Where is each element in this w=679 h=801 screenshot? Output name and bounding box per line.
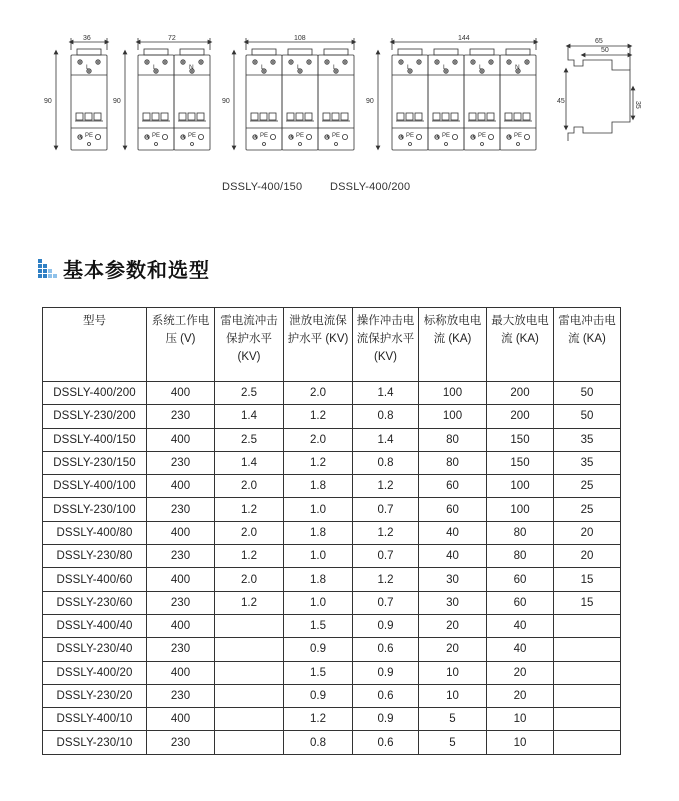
- caption-model-2: DSSLY-400/200: [330, 181, 411, 193]
- header-voltage: 系统工作电压 (V): [147, 308, 215, 382]
- height-dim-label-1: 90: [44, 98, 52, 105]
- side-view-drawing: [566, 46, 633, 141]
- cell-max-discharge: 150: [487, 451, 554, 474]
- cell-lightning-impulse: [554, 731, 621, 754]
- cell-nominal-discharge: 5: [419, 731, 487, 754]
- cell-max-discharge: 10: [487, 708, 554, 731]
- cell-discharge-protection: 0.9: [284, 684, 353, 707]
- header-lightning-protection: 雷电流冲击保护水平 (KV): [215, 308, 284, 382]
- cell-switching-protection: 0.8: [353, 405, 419, 428]
- earth-label-4-3: PE: [514, 133, 523, 139]
- cell-lightning-impulse: [554, 614, 621, 637]
- cell-discharge-protection: 0.8: [284, 731, 353, 754]
- terminal-label-3-2: L: [333, 64, 337, 71]
- cell-lightning-protection: 1.4: [215, 405, 284, 428]
- cell-lightning-impulse: 20: [554, 521, 621, 544]
- table-row: [43, 521, 621, 544]
- cell-switching-protection: 1.4: [353, 382, 419, 405]
- cell-model: DSSLY-400/10: [43, 708, 147, 731]
- cell-lightning-impulse: [554, 708, 621, 731]
- cell-max-discharge: 60: [487, 568, 554, 591]
- earth-label-3-0: PE: [260, 133, 269, 139]
- cell-voltage: 400: [147, 661, 215, 684]
- cell-switching-protection: 0.7: [353, 498, 419, 521]
- cell-max-discharge: 200: [487, 382, 554, 405]
- module-drawing-1: [56, 38, 107, 150]
- cell-lightning-impulse: 35: [554, 451, 621, 474]
- cell-nominal-discharge: 30: [419, 568, 487, 591]
- cell-voltage: 230: [147, 451, 215, 474]
- cell-model: DSSLY-400/200: [43, 382, 147, 405]
- cell-voltage: 400: [147, 382, 215, 405]
- terminal-label-2-0: L: [153, 64, 157, 71]
- cell-discharge-protection: 1.0: [284, 545, 353, 568]
- table-row: [43, 475, 621, 498]
- cell-nominal-discharge: 10: [419, 661, 487, 684]
- section-title: 基本参数和选型: [63, 257, 210, 282]
- cell-max-discharge: 100: [487, 498, 554, 521]
- cell-model: DSSLY-230/150: [43, 451, 147, 474]
- cell-switching-protection: 0.7: [353, 591, 419, 614]
- module-drawing-4: [378, 38, 536, 150]
- cell-voltage: 230: [147, 545, 215, 568]
- table-header-row: [43, 308, 621, 382]
- cell-max-discharge: 100: [487, 475, 554, 498]
- width-dim-label-2: 72: [168, 35, 176, 42]
- cell-nominal-discharge: 20: [419, 638, 487, 661]
- cell-max-discharge: 20: [487, 661, 554, 684]
- cell-lightning-impulse: 25: [554, 475, 621, 498]
- cell-lightning-protection: [215, 638, 284, 661]
- side-width-label: 65: [595, 38, 603, 45]
- cell-nominal-discharge: 40: [419, 545, 487, 568]
- header-max-discharge: 最大放电电流 (KA): [487, 308, 554, 382]
- cell-nominal-discharge: 60: [419, 475, 487, 498]
- cell-nominal-discharge: 20: [419, 614, 487, 637]
- dimension-drawings: [0, 0, 679, 200]
- table-row: [43, 614, 621, 637]
- cell-max-discharge: 150: [487, 428, 554, 451]
- earth-label-4-0: PE: [406, 133, 415, 139]
- table-row: [43, 684, 621, 707]
- cell-voltage: 400: [147, 428, 215, 451]
- terminal-label-4-2: L: [479, 64, 483, 71]
- cell-lightning-protection: 2.5: [215, 428, 284, 451]
- earth-label-2-0: PE: [152, 133, 161, 139]
- table-row: [43, 382, 621, 405]
- cell-lightning-impulse: 20: [554, 545, 621, 568]
- cell-nominal-discharge: 100: [419, 405, 487, 428]
- cell-voltage: 230: [147, 638, 215, 661]
- cell-voltage: 400: [147, 568, 215, 591]
- table-row: [43, 731, 621, 754]
- cell-lightning-protection: [215, 614, 284, 637]
- earth-label-4-1: PE: [442, 133, 451, 139]
- cell-voltage: 230: [147, 591, 215, 614]
- cell-model: DSSLY-400/40: [43, 614, 147, 637]
- cell-model: DSSLY-230/60: [43, 591, 147, 614]
- table-row: [43, 545, 621, 568]
- cell-discharge-protection: 1.8: [284, 568, 353, 591]
- cell-nominal-discharge: 40: [419, 521, 487, 544]
- side-h2-label: 35: [634, 101, 641, 109]
- cell-lightning-protection: 2.0: [215, 475, 284, 498]
- cell-discharge-protection: 1.0: [284, 498, 353, 521]
- cell-lightning-impulse: 15: [554, 591, 621, 614]
- cell-discharge-protection: 1.5: [284, 614, 353, 637]
- earth-label-3-2: PE: [332, 133, 341, 139]
- cell-lightning-protection: 2.0: [215, 521, 284, 544]
- cell-model: DSSLY-230/200: [43, 405, 147, 428]
- terminal-label-4-1: L: [443, 64, 447, 71]
- table-row: [43, 591, 621, 614]
- cell-max-discharge: 40: [487, 638, 554, 661]
- terminal-label-2-1: N: [189, 64, 194, 71]
- cell-lightning-protection: 2.0: [215, 568, 284, 591]
- drawings-svg: [0, 0, 679, 200]
- cell-discharge-protection: 1.8: [284, 475, 353, 498]
- terminal-label-4-0: L: [407, 64, 411, 71]
- earth-label-3-1: PE: [296, 133, 305, 139]
- cell-model: DSSLY-230/20: [43, 684, 147, 707]
- cell-lightning-impulse: [554, 638, 621, 661]
- table-row: [43, 638, 621, 661]
- cell-nominal-discharge: 80: [419, 451, 487, 474]
- width-dim-label-3: 108: [294, 35, 306, 42]
- cell-lightning-protection: [215, 661, 284, 684]
- cell-max-discharge: 10: [487, 731, 554, 754]
- cell-switching-protection: 0.6: [353, 731, 419, 754]
- cell-voltage: 400: [147, 521, 215, 544]
- cell-switching-protection: 0.6: [353, 638, 419, 661]
- cell-model: DSSLY-400/100: [43, 475, 147, 498]
- cell-lightning-impulse: 50: [554, 405, 621, 428]
- side-h1-label: 45: [557, 98, 565, 105]
- cell-nominal-discharge: 30: [419, 591, 487, 614]
- cell-discharge-protection: 1.2: [284, 451, 353, 474]
- cell-switching-protection: 0.8: [353, 451, 419, 474]
- cell-switching-protection: 0.9: [353, 661, 419, 684]
- cell-switching-protection: 1.4: [353, 428, 419, 451]
- section-header: [38, 255, 210, 281]
- cell-max-discharge: 200: [487, 405, 554, 428]
- cell-max-discharge: 80: [487, 545, 554, 568]
- width-dim-label-1: 36: [83, 35, 91, 42]
- earth-label-1-0: PE: [85, 133, 94, 139]
- header-lightning-impulse: 雷电冲击电流 (KA): [554, 308, 621, 382]
- cell-voltage: 230: [147, 684, 215, 707]
- cell-discharge-protection: 2.0: [284, 428, 353, 451]
- blue-squares-icon: [38, 259, 57, 278]
- cell-discharge-protection: 1.2: [284, 405, 353, 428]
- table-row: [43, 708, 621, 731]
- cell-model: DSSLY-230/40: [43, 638, 147, 661]
- caption-model-1: DSSLY-400/150: [222, 181, 303, 193]
- terminal-label-4-3: N: [515, 64, 520, 71]
- header-switching-protection: 操作冲击电流保护水平 (KV): [353, 308, 419, 382]
- height-dim-label-3: 90: [222, 98, 230, 105]
- cell-lightning-protection: 2.5: [215, 382, 284, 405]
- height-dim-label-4: 90: [366, 98, 374, 105]
- cell-discharge-protection: 0.9: [284, 638, 353, 661]
- cell-switching-protection: 0.9: [353, 614, 419, 637]
- cell-switching-protection: 0.9: [353, 708, 419, 731]
- cell-model: DSSLY-400/150: [43, 428, 147, 451]
- cell-voltage: 400: [147, 614, 215, 637]
- parameter-table: [42, 307, 621, 755]
- terminal-label-3-0: L: [261, 64, 265, 71]
- side-inner-label: 50: [601, 47, 609, 54]
- cell-nominal-discharge: 10: [419, 684, 487, 707]
- cell-lightning-protection: [215, 731, 284, 754]
- header-discharge-protection: 泄放电流保护水平 (KV): [284, 308, 353, 382]
- module-drawing-2: [125, 38, 210, 150]
- cell-model: DSSLY-400/20: [43, 661, 147, 684]
- table-row: [43, 661, 621, 684]
- cell-switching-protection: 1.2: [353, 475, 419, 498]
- earth-label-4-2: PE: [478, 133, 487, 139]
- cell-lightning-impulse: 35: [554, 428, 621, 451]
- cell-discharge-protection: 1.8: [284, 521, 353, 544]
- cell-nominal-discharge: 80: [419, 428, 487, 451]
- terminal-label-1-0: L: [86, 64, 90, 71]
- cell-model: DSSLY-400/60: [43, 568, 147, 591]
- cell-nominal-discharge: 5: [419, 708, 487, 731]
- cell-switching-protection: 1.2: [353, 521, 419, 544]
- cell-max-discharge: 80: [487, 521, 554, 544]
- cell-model: DSSLY-230/10: [43, 731, 147, 754]
- header-model: 型号: [43, 308, 147, 382]
- terminal-label-3-1: L: [297, 64, 301, 71]
- cell-max-discharge: 40: [487, 614, 554, 637]
- cell-max-discharge: 60: [487, 591, 554, 614]
- height-dim-label-2: 90: [113, 98, 121, 105]
- width-dim-label-4: 144: [458, 35, 470, 42]
- cell-lightning-protection: 1.2: [215, 498, 284, 521]
- table-row: [43, 428, 621, 451]
- cell-lightning-protection: 1.4: [215, 451, 284, 474]
- cell-lightning-impulse: 25: [554, 498, 621, 521]
- cell-discharge-protection: 1.5: [284, 661, 353, 684]
- cell-max-discharge: 20: [487, 684, 554, 707]
- cell-nominal-discharge: 100: [419, 382, 487, 405]
- cell-discharge-protection: 1.2: [284, 708, 353, 731]
- cell-discharge-protection: 2.0: [284, 382, 353, 405]
- cell-voltage: 230: [147, 405, 215, 428]
- header-nominal-discharge: 标称放电电流 (KA): [419, 308, 487, 382]
- cell-lightning-impulse: [554, 661, 621, 684]
- cell-voltage: 400: [147, 475, 215, 498]
- cell-lightning-protection: [215, 684, 284, 707]
- cell-discharge-protection: 1.0: [284, 591, 353, 614]
- table-row: [43, 451, 621, 474]
- cell-model: DSSLY-400/80: [43, 521, 147, 544]
- table-row: [43, 405, 621, 428]
- cell-lightning-protection: 1.2: [215, 545, 284, 568]
- table-row: [43, 568, 621, 591]
- cell-model: DSSLY-230/100: [43, 498, 147, 521]
- cell-nominal-discharge: 60: [419, 498, 487, 521]
- cell-lightning-impulse: 15: [554, 568, 621, 591]
- cell-voltage: 230: [147, 731, 215, 754]
- table-row: [43, 498, 621, 521]
- cell-model: DSSLY-230/80: [43, 545, 147, 568]
- cell-switching-protection: 1.2: [353, 568, 419, 591]
- earth-label-2-1: PE: [188, 133, 197, 139]
- cell-lightning-impulse: 50: [554, 382, 621, 405]
- cell-lightning-impulse: [554, 684, 621, 707]
- cell-switching-protection: 0.7: [353, 545, 419, 568]
- cell-voltage: 400: [147, 708, 215, 731]
- cell-switching-protection: 0.6: [353, 684, 419, 707]
- cell-lightning-protection: 1.2: [215, 591, 284, 614]
- cell-lightning-protection: [215, 708, 284, 731]
- cell-voltage: 230: [147, 498, 215, 521]
